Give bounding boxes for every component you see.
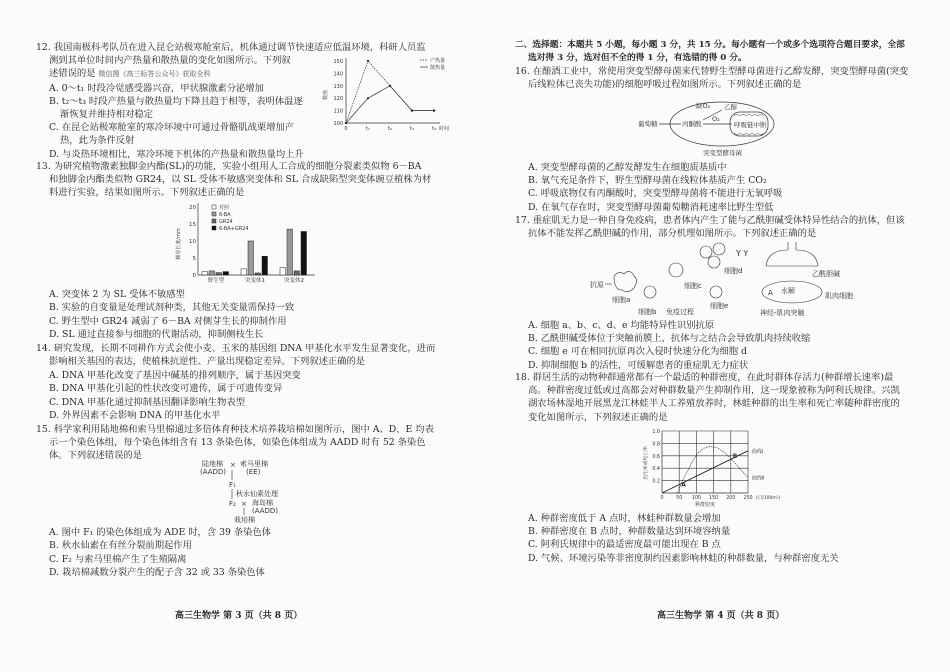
q17-option-a: A. 细胞 a、b、c、d、e 均能特异性识别抗原 — [528, 320, 715, 331]
q14-option-c: C. DNA 甲基化通过抑制基因翻译影响生物表型 — [49, 396, 245, 408]
cell-d-icon — [700, 246, 712, 258]
x-tick-label: 野生型 — [207, 278, 225, 284]
bar-0-2 — [280, 268, 286, 275]
bar-3-0 — [223, 272, 229, 275]
legend-swatch — [212, 205, 216, 209]
question-17 — [515, 214, 905, 240]
series-line-1 — [346, 86, 434, 123]
y-tick-label: 15 — [189, 222, 196, 228]
cell-b-icon — [644, 286, 656, 298]
glucose-label: 葡萄糖 — [638, 120, 658, 128]
y-tick-label: 0.2 — [652, 479, 660, 485]
data-point — [345, 122, 347, 124]
curve-label: 曲线Ⅱ — [752, 475, 765, 482]
q14-option-d: D. 外界因素不会影响 DNA 的甲基化水平 — [49, 410, 221, 422]
x-tick-label: 200 — [726, 496, 736, 501]
x-tick-label: 150 — [709, 496, 719, 501]
question-18 — [515, 371, 900, 424]
cell-a-label: 细胞a — [612, 296, 631, 304]
legend-label: 产热量 — [430, 58, 446, 64]
y-tick-label: 130 — [333, 83, 343, 90]
parent-2: 索马里棉 — [240, 460, 268, 468]
q18-option-d: D. 气候、环境污染等非密度制约因素影响林蛙的种群数量，与种群密度无关 — [528, 552, 839, 564]
q17-stem-line: 17. 重症肌无力是一种自身免疫病，患者体内产生了能与乙酰胆碱受体特异性结合的抗体，但该 — [515, 215, 905, 226]
bar-2-0 — [216, 273, 222, 275]
q17-stem-line: 抗体不能发挥乙酰胆碱的作用，部分机理如图所示。下列叙述正确的是 — [528, 228, 817, 240]
question-15 — [36, 423, 434, 463]
q16-yeast-diagram — [636, 97, 806, 157]
x-unit-label: (只/100m²) — [756, 496, 781, 501]
point-label-B: B — [732, 452, 738, 460]
parent-2-genome: (EE) — [246, 468, 261, 476]
curve-label: 曲线Ⅰ — [752, 448, 764, 455]
cell-e-icon — [710, 286, 722, 298]
cell-e-label: 细胞e — [710, 302, 729, 310]
cell-c-label: 细胞c — [684, 282, 702, 290]
q16-option-d: D. 在氧气存在时，突变型酵母菌葡萄糖消耗速率比野生型低 — [528, 201, 774, 213]
y-tick-label: 140 — [333, 71, 343, 78]
q13-option-d: D. SL 通过直接参与细胞的代谢活动，抑制侧枝生长 — [49, 329, 264, 341]
legend-label: 6-BA — [219, 212, 231, 218]
bar-1-0 — [209, 271, 215, 275]
data-point — [367, 97, 369, 99]
enzyme-a-label: A — [768, 289, 773, 297]
bar-3-2 — [301, 231, 307, 275]
chain-broken-label: 呼吸链中断 — [734, 121, 767, 129]
bar-1-2 — [287, 229, 293, 275]
page-footer-right: 高三生物学 第 4 页（共 8 页） — [657, 611, 785, 621]
parent-3: 海岛棉 — [252, 499, 273, 507]
x-tick-label: 突变体1 — [245, 278, 265, 284]
x-axis-label: 时间 — [439, 126, 450, 132]
legend-label: 散热量 — [430, 65, 446, 71]
immune-process-label: 免疫过程 — [666, 308, 694, 316]
antibody-icon: Y Y — [736, 249, 749, 258]
q12-option-c: C. 在昆仑站极寒舱室的寒冷环境中可通过骨骼肌战栗增加产 — [49, 122, 295, 134]
q18-options — [515, 512, 839, 565]
q15-option-d: D. 栽培棉减数分裂产生的配子含 32 或 33 条染色体 — [49, 567, 265, 579]
cell-d-icon — [713, 243, 725, 255]
q17-immune-diagram — [588, 240, 860, 318]
f1-label: F₁ — [229, 481, 236, 489]
parent-1-genome: (AADD) — [200, 468, 227, 476]
q13-options — [36, 288, 294, 342]
legend-label: 6-BA+GR24 — [219, 226, 249, 232]
q13-option-a: A. 突变体 2 为 SL 受体不敏感型 — [49, 289, 185, 300]
series-line-0 — [346, 61, 434, 123]
x-tick-label: 50 — [676, 496, 683, 501]
q17-option-b: B. 乙酰胆碱受体位于突触前膜上，抗体与之结合会导致肌肉持续收缩 — [528, 333, 811, 345]
parent-1: 陆地棉 — [202, 460, 223, 468]
q12-stem-line: 12. 我国南极科考队员在进入昆仑站极寒舱室后，机体通过调节快速适应低温环境，科研人员监 — [36, 42, 426, 53]
q18-line-chart — [640, 427, 800, 509]
nmj-label: 神经-肌肉突触 — [760, 309, 805, 317]
cell-c-icon — [669, 263, 683, 277]
cell-b-label: 细胞b — [638, 308, 657, 316]
y-tick-label: 0.8 — [652, 442, 660, 448]
y-tick-label: 150 — [333, 59, 343, 65]
y-tick-label: 0.6 — [652, 454, 660, 460]
y-tick-label: 110 — [333, 108, 343, 115]
q12-option-b: B. t₂～t₃ 时段产热量与散热量均下降且趋于相等，表明体温逐 — [49, 95, 303, 107]
q17-option-d: D. 抑制细胞 b 的活性，可缓解患者的重症肌无力症状 — [528, 359, 749, 371]
pyruvate-label: 丙酮酸 — [682, 120, 702, 128]
q13-bar-chart — [170, 199, 320, 285]
muscle-label: 肌肉细胞 — [825, 292, 853, 300]
y-tick-label: 20 — [189, 205, 196, 211]
q18-stem-line: 变化如图所示，下列叙述正确的是 — [528, 411, 668, 423]
x-tick-label: t₄ — [432, 126, 436, 132]
q16-option-a: A. 突变型酵母菌的乙醇发酵发生在细胞质基质中 — [528, 162, 727, 173]
q12-option-c-cont: 热，此为条件反射 — [60, 135, 135, 147]
f2-label: F₂ — [229, 500, 236, 508]
y-tick-label: 10 — [189, 239, 196, 245]
cross-sign: × — [241, 500, 247, 508]
point-label-A: A — [681, 481, 686, 489]
y-tick-label: 1.0 — [652, 430, 660, 435]
oxygen-label: O₂ — [712, 115, 720, 123]
no-oxygen-label: 缺O₂ — [696, 102, 711, 110]
q13-stem-line: 和独脚金内酯类似物 GR24，以 SL 受体不敏感突变体和 SL 合成缺陷型突变体豌豆植株为材 — [49, 174, 432, 186]
q13-option-b: B. 实验的自变量是处理试剂种类，其他无关变量需保持一致 — [49, 302, 295, 314]
x-tick-label: t₃ — [410, 126, 414, 132]
x-axis-label: 种群密度 — [694, 502, 716, 508]
diagram-caption: 突变型酵母菌 — [703, 149, 742, 157]
legend-label: 对照 — [219, 205, 230, 211]
y-tick-label: 0.4 — [652, 467, 660, 473]
y-tick-label: 120 — [333, 96, 343, 103]
cross-sign: × — [230, 461, 236, 469]
bar-0-0 — [202, 272, 208, 275]
cell-d-label: 细胞d — [724, 267, 743, 275]
q14-option-b: B. DNA 甲基化引起的性状改变可遗传，属于可遗传变异 — [49, 383, 283, 395]
q15-option-c: C. F₂ 与索马里棉产生了生殖隔离 — [49, 553, 187, 565]
x-tick-label: 0 — [344, 126, 348, 132]
q12-stem-line: 测到其单位时间内产热量和散热量的变化如图所示。下列叙 — [49, 55, 291, 67]
q14-stem-line: 14. 研究发现，长期不同耕作方式会使小麦、玉米的基因组 DNA 甲基化水平发生显著变化，进而 — [36, 343, 436, 354]
y-tick-label: 0 — [192, 273, 196, 279]
q15-stem-line: 体。下列叙述错误的是 — [49, 450, 142, 462]
y-axis-label: 出生率或死亡率 — [644, 446, 649, 480]
q14-option-a: A. DNA 甲基化改变了基因中碱基的排列顺序，属于基因突变 — [49, 369, 301, 381]
data-point — [367, 60, 369, 62]
legend-swatch — [212, 226, 216, 230]
q13-stem-line: 13. 为研究植物激素独脚金内酯(SL)的功能，实验小组用人工合成的细胞分裂素类似物 6－BA — [36, 161, 422, 172]
q12-option-d: D. 与炎热环境相比，寒冷环境下机体的产热量和散热量均上升 — [49, 148, 304, 160]
parent-3-genome: (AADD) — [252, 507, 279, 515]
section-line: 选对得 3 分，选对但不全的得 1 分，有选错的得 0 分。 — [528, 53, 747, 64]
ach-label: 乙酰胆碱 — [812, 270, 840, 278]
y-axis-label: 数值 — [323, 89, 329, 101]
data-point — [389, 85, 391, 87]
q13-stem-line: 料进行实验，结果如图所示。下列叙述正确的是 — [49, 187, 245, 199]
source-note: 微信搜《高三标答公众号》获取全科 — [98, 70, 211, 79]
bar-2-1 — [255, 273, 261, 275]
q18-stem-line: 18. 群居生活的动物种群通常都有一个最适的种群密度，在此时群体存活力(种群增长速率)最 — [515, 372, 894, 383]
presynaptic-terminal-icon — [766, 242, 818, 266]
bar-1-1 — [248, 241, 254, 275]
y-axis-label: 侧芽长度/mm — [176, 228, 182, 260]
data-point — [411, 110, 413, 112]
cell-a-icon — [614, 271, 637, 291]
q18-stem-line: 湖农场林湿地开展黑龙江林蛙半人工养殖放养时，林蛙种群的出生率和死亡率随种群密度的 — [528, 398, 900, 410]
x-tick-label: t₂ — [388, 126, 392, 132]
question-14 — [36, 342, 435, 422]
cell-d-icon — [708, 256, 720, 268]
page-footer-left: 高三生物学 第 3 页（共 8 页） — [175, 611, 303, 621]
q17-option-c: C. 细胞 e 可在相同抗原再次入侵时快速分化为细胞 d — [528, 346, 747, 358]
q18-stem-line: 高。种群密度过低或过高都会对种群数量产生抑制作用，这一现象被称为阿利氏规律。兴凯 — [528, 385, 900, 397]
q12-option-b-cont: 渐恢复并维持相对稳定 — [60, 109, 153, 121]
legend-label: GR24 — [219, 219, 233, 225]
q15-option-a: A. 图中 F₁ 的染色体组成为 ADE 时，含 39 条染色体 — [49, 527, 272, 538]
bar-3-1 — [262, 256, 268, 275]
x-tick-label: t₁ — [366, 126, 370, 132]
q18-option-b: B. 种群密度在 B 点时，种群数量达到环境容纳量 — [528, 526, 731, 538]
question-13 — [36, 160, 431, 200]
data-point — [433, 110, 435, 112]
q15-options — [36, 526, 271, 580]
x-tick-label: 250 — [743, 496, 753, 501]
q13-option-c: C. 野生型中 GR24 减弱了 6－BA 对侧芽生长的抑制作用 — [49, 315, 287, 327]
q12-stem-line: 述错误的是 — [49, 68, 96, 80]
x-tick-label: 0 — [660, 496, 664, 501]
q15-breeding-diagram — [200, 458, 310, 524]
bar-0-1 — [241, 269, 247, 275]
q15-option-b: B. 秋水仙素在有丝分裂前期起作用 — [49, 540, 192, 552]
q14-stem-line: 影响相关基因的表达，使植株抗逆性、产量出现稳定差异。下列叙述正确的是 — [49, 356, 366, 368]
q12-line-chart — [322, 55, 454, 135]
q16-stem-line: 后线粒体已丧失功能)的细胞呼吸过程如图所示。下列叙述正确的是 — [528, 79, 802, 91]
q18-option-a: A. 种群密度低于 A 点时，林蛙种群数量会增加 — [528, 513, 721, 524]
hydrolysis-label: 水解 — [781, 287, 795, 295]
ethanol-label: 乙醇 — [724, 103, 737, 111]
colchicine-label: 秋水仙素处理 — [236, 490, 278, 498]
section-line: 二、选择题：本题共 5 小题，每小题 3 分，共 15 分。每小题有一个或多个选项符合题目要求，全部 — [515, 40, 905, 50]
y-tick-label: 100 — [333, 121, 343, 127]
q18-option-c: C. 阿利氏规律中的最适密度最可能出现在 B 点 — [528, 539, 721, 551]
q16-stem-line: 16. 在酿酒工业中，常使用突变型酵母菌来代替野生型酵母菌进行乙醇发酵，突变型酵母菌(突变 — [515, 66, 909, 77]
q16-option-b: B. 氧气充足条件下，野生型酵母菌在线粒体基质产生 CO₂ — [528, 175, 767, 187]
q17-options — [515, 319, 810, 372]
q12-option-a: A. 0～t₁ 时段冷觉感受器兴奋，甲状腺激素分泌增加 — [49, 82, 264, 94]
bar-2-2 — [294, 271, 300, 275]
q16-option-c: C. 呼吸底物仅有丙酮酸时，突变型酵母菌将不能进行无氧呼吸 — [528, 188, 783, 200]
x-tick-label: 突变体2 — [284, 278, 304, 284]
section-header — [515, 39, 905, 65]
y-tick-label: 5 — [192, 256, 196, 262]
x-tick-label: 100 — [691, 496, 701, 501]
legend-swatch — [212, 219, 216, 223]
result-label: 栽培棉 — [234, 516, 255, 524]
question-16 — [515, 65, 908, 91]
antigen-label: 抗原 — [590, 281, 604, 289]
q15-stem-line: 示一个染色体组，每个染色体组含有 13 条染色体，如染色体组成为 AADD 时有 52 条染色 — [49, 437, 426, 449]
legend-swatch — [212, 212, 216, 216]
curve-1 — [677, 447, 748, 494]
q16-options — [515, 161, 782, 214]
q15-stem-line: 15. 科学家利用陆地棉和索马里棉通过多倍体育种技术培养栽培棉如图所示，图中 A、D、E 均表 — [36, 424, 434, 435]
